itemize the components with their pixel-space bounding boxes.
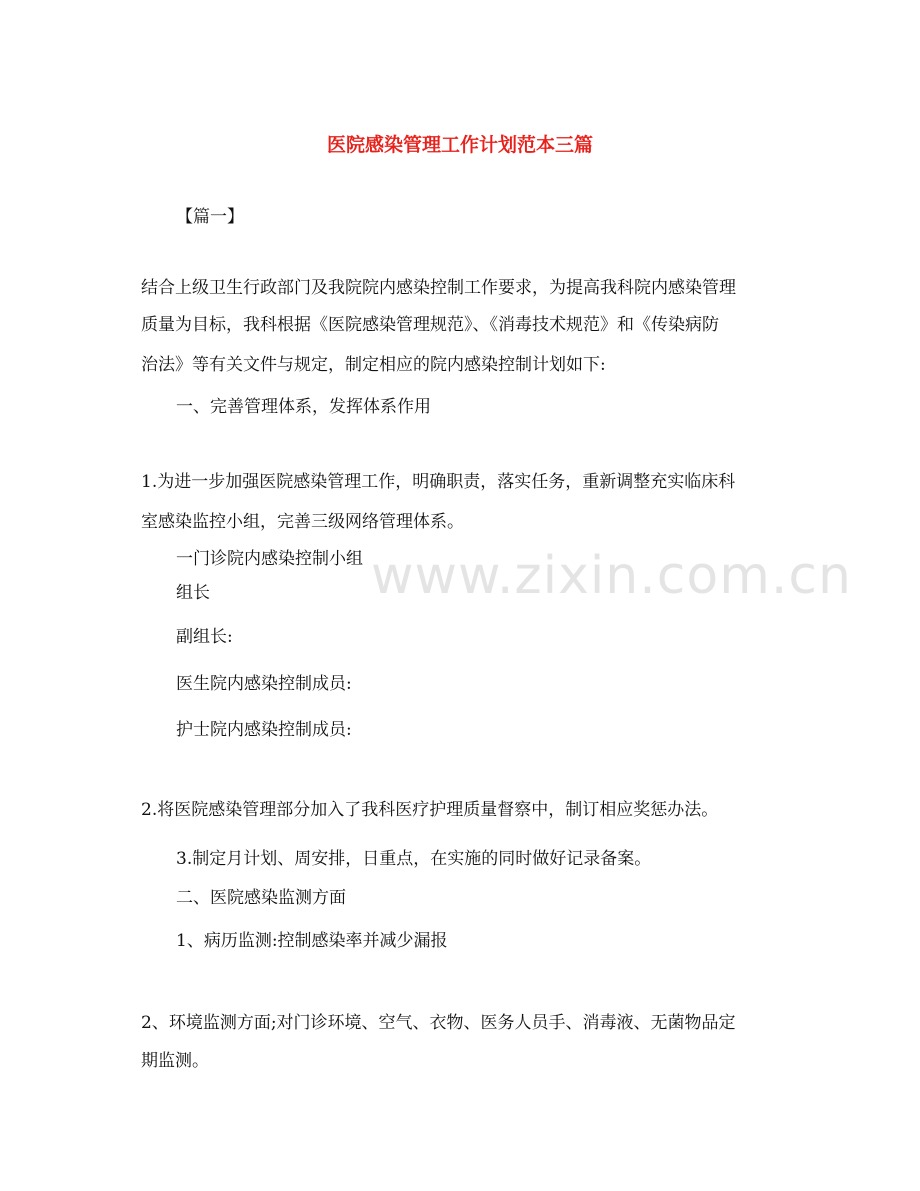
heading-two: 二、医院感染监测方面 [176, 888, 346, 908]
group-leader: 组长 [176, 583, 210, 603]
intro-line-3: 治法》等有关文件与规定，制定相应的院内感染控制计划如下: [141, 355, 606, 375]
item-2: 2.将医院感染管理部分加入了我科医疗护理质量督察中，制订相应奖惩办法。 [141, 800, 719, 820]
monitor-2-line-2: 期监测。 [141, 1051, 209, 1071]
group-doctors: 医生院内感染控制成员: [176, 674, 352, 694]
monitor-1: 1、病历监测:控制感染率并减少漏报 [176, 931, 448, 951]
section-label: 【篇一】 [176, 207, 244, 227]
item-3: 3.制定月计划、周安排，日重点，在实施的同时做好记录备案。 [176, 849, 652, 869]
document-title: 医院感染管理工作计划范本三篇 [326, 134, 593, 156]
item-1-line-2: 室感染监控小组，完善三级网络管理体系。 [141, 512, 464, 532]
intro-line-1: 结合上级卫生行政部门及我院院内感染控制工作要求，为提高我科院内感染管理 [141, 278, 736, 298]
group-name: 一门诊院内感染控制小组 [176, 549, 363, 569]
monitor-2-line-1: 2、环境监测方面;对门诊环境、空气、衣物、医务人员手、消毒液、无菌物品定 [141, 1013, 736, 1033]
heading-one: 一、完善管理体系，发挥体系作用 [176, 397, 431, 417]
watermark: www.zixin.com.cn [371, 546, 852, 606]
group-nurses: 护士院内感染控制成员: [176, 720, 352, 740]
group-deputy: 副组长: [176, 627, 233, 647]
intro-line-2: 质量为目标，我科根据《医院感染管理规范》、《消毒技术规范》和《传染病防 [141, 315, 719, 335]
item-1-line-1: 1.为进一步加强医院感染管理工作，明确职责，落实任务，重新调整充实临床科 [141, 472, 736, 492]
